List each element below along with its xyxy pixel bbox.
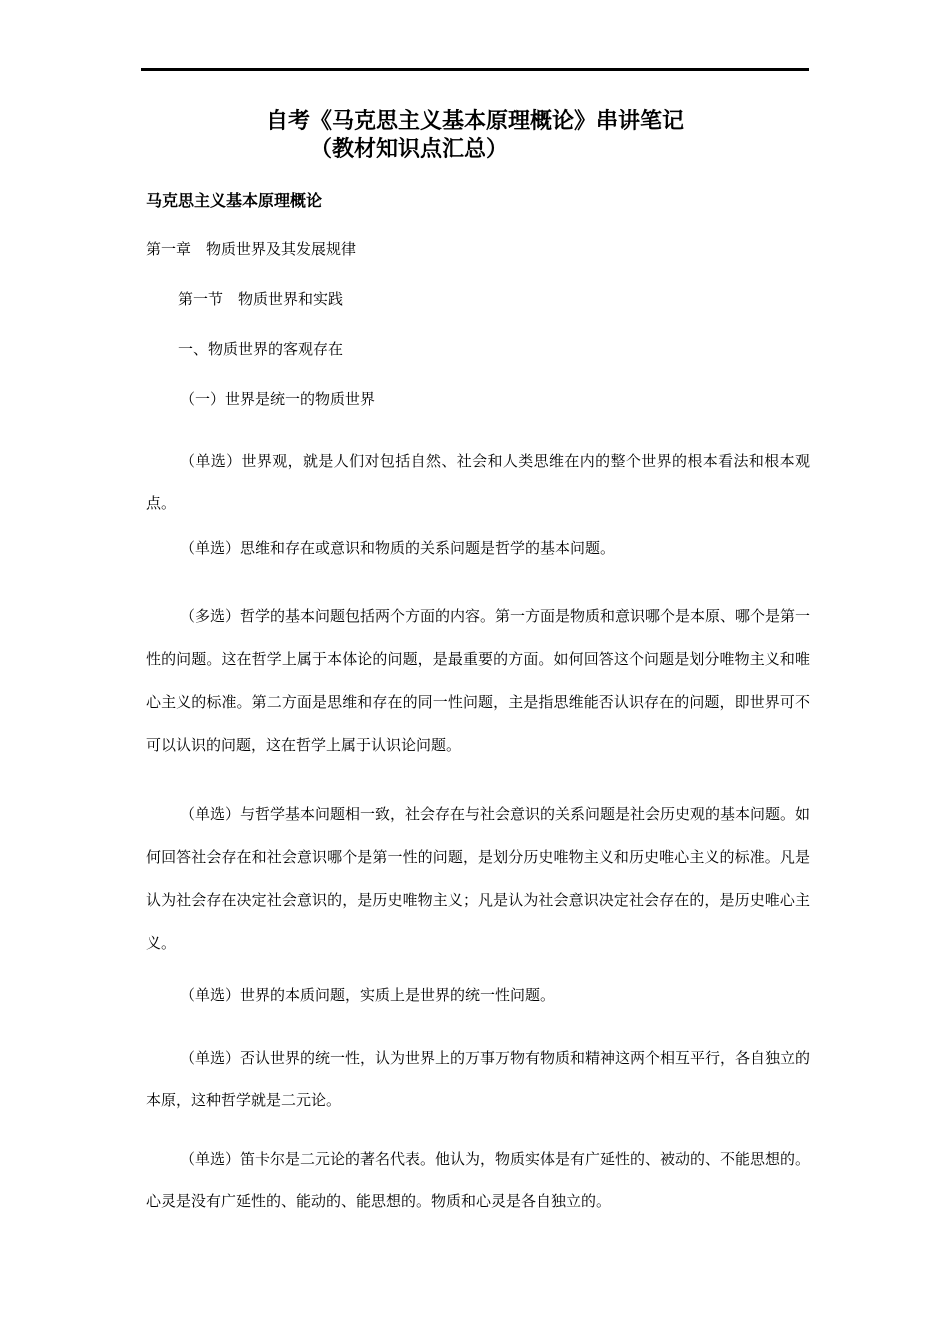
paragraph: （单选）世界的本质问题，实质上是世界的统一性问题。 <box>180 986 556 1004</box>
subsubsection-title: （一）世界是统一的物质世界 <box>180 390 376 408</box>
section-title: 第一节 物质世界和实践 <box>178 290 344 308</box>
chapter-title: 第一章 物质世界及其发展规律 <box>146 240 357 258</box>
document-subtitle: （教材知识点汇总） <box>310 136 509 162</box>
paragraph: （单选）否认世界的统一性，认为世界上的万事万物有物质和精神这两个相互平行，各自独立的本原，这种哲学就是二元论。 <box>146 1049 811 1109</box>
paragraph: （单选）笛卡尔是二元论的著名代表。他认为，物质实体是有广延性的、被动的、不能思想的。心灵是没有广延性的、能动的、能思想的。物质和心灵是各自独立的。 <box>146 1150 811 1210</box>
paragraph: （多选）哲学的基本问题包括两个方面的内容。第一方面是物质和意识哪个是本原、哪个是第一性的问题。这在哲学上属于本体论的问题，是最重要的方面。如何回答这个问题是划分唯物主义和唯心主义的标准。第二方面是思维和存在的同一性问题，主是指思维能否认识存在的问题，即世界可不可以认识的问题，这在哲学上属于认识论问题。 <box>146 607 811 754</box>
document-title: 自考《马克思主义基本原理概论》串讲笔记 <box>265 108 684 134</box>
header-rule <box>141 68 809 71</box>
book-heading: 马克思主义基本原理概论 <box>146 191 323 210</box>
subsection-title: 一、物质世界的客观存在 <box>178 340 344 358</box>
paragraph: （单选）世界观，就是人们对包括自然、社会和人类思维在内的整个世界的根本看法和根本观点。 <box>146 452 810 512</box>
paragraph: （单选）思维和存在或意识和物质的关系问题是哲学的基本问题。 <box>180 539 616 557</box>
paragraph: （单选）与哲学基本问题相一致，社会存在与社会意识的关系问题是社会历史观的基本问题。如何回答社会存在和社会意识哪个是第一性的问题，是划分历史唯物主义和历史唯心主义的标准。凡是认为社会存在决定社会意识的，是历史唯物主义；凡是认为社会意识决定社会存在的，是历史唯心主义。 <box>146 805 811 952</box>
